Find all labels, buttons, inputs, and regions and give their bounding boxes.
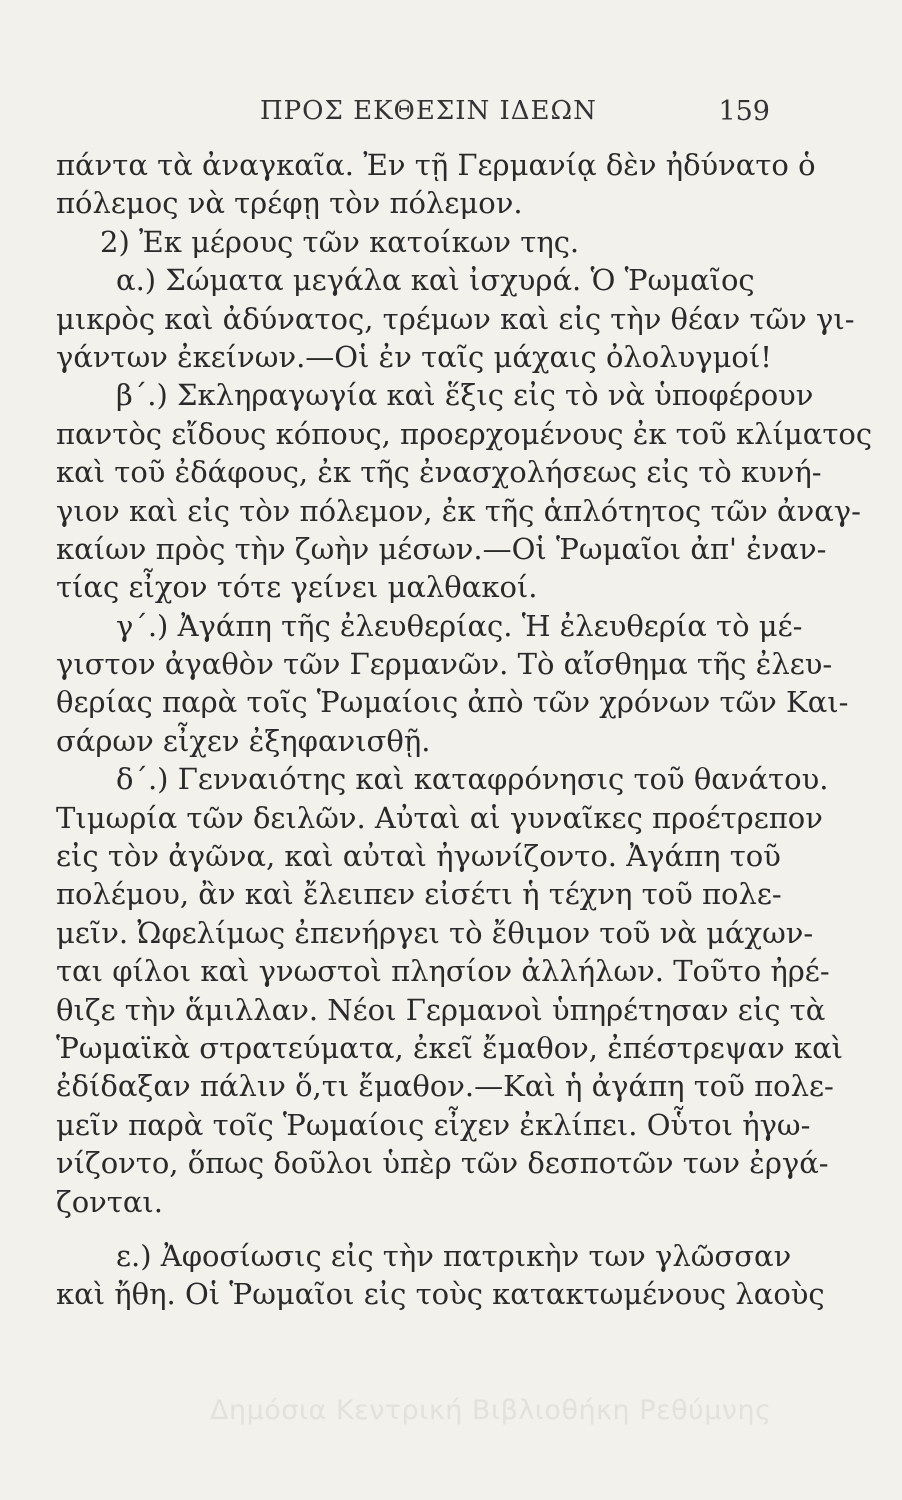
section-heading: 2) Ἐκ μέρους τῶν κατοίκων της. (100, 224, 580, 259)
text-line: καὶ ἤθη. Οἱ Ῥωμαῖοι εἰς τοὺς κατακτωμένους λαοὺς (56, 1277, 825, 1312)
library-watermark: Δημόσια Κεντρική Βιβλιοθήκη Ρεθύμνης (210, 1395, 772, 1426)
paragraph-gap (56, 1221, 772, 1237)
text-line: σάρων εἶχεν ἐξηφανισθῇ. (56, 723, 431, 758)
body-text (56, 146, 873, 1314)
subsection-heading: δ΄.) Γενναιότης καὶ καταφρόνησις τοῦ θανάτου. (116, 762, 829, 797)
text-line: μεῖν παρὰ τοῖς Ῥωμαίοις εἶχεν ἐκλίπει. Οὗτοι ἠγω- (56, 1107, 811, 1142)
running-header (250, 96, 770, 136)
text-line: ζονται. (56, 1184, 164, 1219)
text-line: γιον καὶ εἰς τὸν πόλεμον, ἐκ τῆς ἁπλότητος τῶν ἀναγ- (56, 493, 861, 528)
page-number: 159 (718, 96, 770, 127)
text-line: γιστον ἀγαθὸν τῶν Γερμανῶν. Τὸ αἴσθημα τῆς ἐλευ- (56, 647, 833, 682)
text-line: γάντων ἐκείνων.—Οἱ ἐν ταῖς μάχαις ὀλολυγμοί! (56, 339, 772, 374)
text-line: πολέμου, ἂν καὶ ἔλειπεν εἰσέτι ἡ τέχνη τοῦ πολε- (56, 877, 782, 912)
text-line: πόλεμος νὰ τρέφῃ τὸν πόλεμον. (56, 186, 523, 221)
text-line: Τιμωρία τῶν δειλῶν. Αὐταὶ αἱ γυναῖκες προέτρεπον (56, 800, 823, 835)
subsection-heading: α.) Σώματα μεγάλα καὶ ἰσχυρά. Ὁ Ῥωμαῖος (116, 263, 755, 298)
text-line: νίζοντο, ὅπως δοῦλοι ὑπὲρ τῶν δεσποτῶν των ἐργά- (56, 1146, 829, 1181)
text-line: τίας εἶχον τότε γείνει μαλθακοί. (56, 570, 538, 605)
subsection-heading: γ΄.) Ἀγάπη τῆς ἐλευθερίας. Ἡ ἐλευθερία τὸ μέ- (116, 608, 803, 643)
running-title: ΠΡΟΣ ΕΚΘΕΣΙΝ ΙΔΕΩΝ (260, 96, 597, 126)
text-line: καὶ τοῦ ἐδάφους, ἐκ τῆς ἐνασχολήσεως εἰς τὸ κυνή- (56, 455, 822, 490)
text-line: πάντα τὰ ἀναγκαῖα. Ἐν τῇ Γερμανίᾳ δὲν ἠδύνατο ὁ (56, 148, 816, 182)
text-line: εἰς τὸν ἀγῶνα, καὶ αὐταὶ ἠγωνίζοντο. Ἀγάπη τοῦ (56, 839, 781, 874)
subsection-heading: β΄.) Σκληραγωγία καὶ ἕξις εἰς τὸ νὰ ὑποφέρουν (116, 378, 814, 413)
text-line: καίων πρὸς τὴν ζωὴν μέσων.—Οἱ Ῥωμαῖοι ἀπ' ἐναν- (56, 531, 827, 566)
text-line: ἐδίδαξαν πάλιν ὅ,τι ἔμαθον.—Καὶ ἡ ἀγάπη τοῦ πολε- (56, 1069, 834, 1104)
text-line: μεῖν. Ὠφελίμως ἐπενήργει τὸ ἔθιμον τοῦ νὰ μάχων- (56, 915, 814, 950)
text-line: μικρὸς καὶ ἀδύνατος, τρέμων καὶ εἰς τὴν θέαν τῶν γι- (56, 301, 855, 336)
text-line: θιζε τὴν ἅμιλλαν. Νέοι Γερμανοὶ ὑπηρέτησαν εἰς τὰ (56, 992, 826, 1027)
text-line: παντὸς εἴδους κόπους, προερχομένους ἐκ τοῦ κλίματος (56, 416, 873, 451)
text-line: ται φίλοι καὶ γνωστοὶ πλησίον ἀλλήλων. Τοῦτο ἠρέ- (56, 954, 830, 989)
subsection-heading: ε.) Ἀφοσίωσις εἰς τὴν πατρικὴν των γλῶσσαν (116, 1238, 792, 1273)
text-line: Ῥωμαϊκὰ στρατεύματα, ἐκεῖ ἔμαθον, ἐπέστρεψαν καὶ (56, 1030, 844, 1065)
text-line: θερίας παρὰ τοῖς Ῥωμαίοις ἀπὸ τῶν χρόνων τῶν Και- (56, 685, 849, 720)
